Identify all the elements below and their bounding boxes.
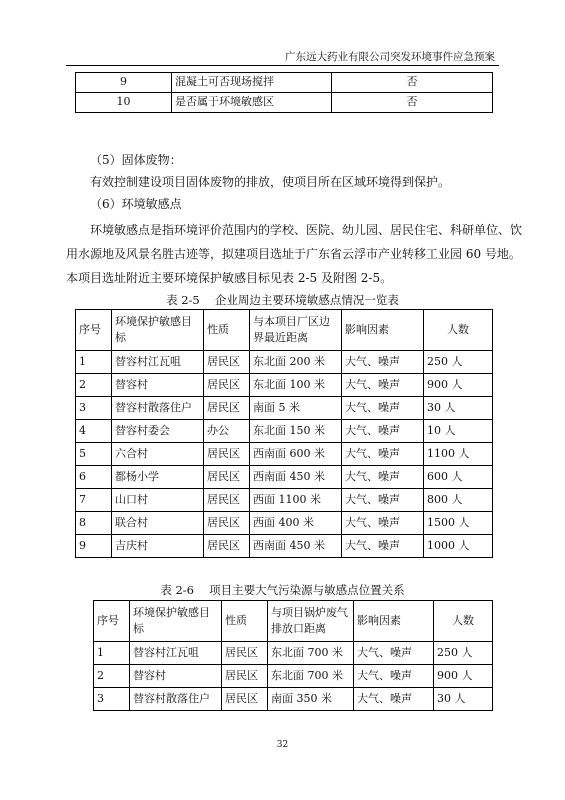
table-cell: 西面 400 米 [250,512,342,535]
table-cell: 西南面 600 米 [250,443,342,466]
table-row [76,512,493,535]
table-cell: 大气、噪声 [342,420,424,443]
table-row [94,665,493,688]
paragraph: 本项目选址附近主要环境保护敏感目标见表 2-5 及附图 2-5。 [66,271,393,285]
table-cell: 西南面 450 米 [250,535,342,558]
table-cell: 大气、噪声 [342,443,424,466]
table-row [76,443,493,466]
table-cell: 替容村 [112,374,204,397]
column-header: 影响因素 [342,310,424,351]
table-cell: 联合村 [112,512,204,535]
table-cell: 大气、噪声 [342,397,424,420]
table-cell: 4 [76,420,112,443]
paragraph: 有效控制建设项目固体废物的排放，使项目所在区域环境得到保护。 [90,175,451,189]
table-cell: 东北面 200 米 [250,351,342,374]
table-cell: 居民区 [222,665,268,688]
table-row [76,397,493,420]
table-row [76,374,493,397]
section-heading-solid-waste: （5）固体废物： [90,153,182,167]
table-cell: 替容村散落住户 [112,397,204,420]
table-cell: 办公 [204,420,250,443]
column-header: 影响因素 [354,601,434,642]
table-cell: 250 人 [434,642,493,665]
table-cell: 8 [76,512,112,535]
table-row [94,642,493,665]
table-row [76,535,493,558]
table-cell: 7 [76,489,112,512]
page-number: 32 [276,740,289,750]
table-cell: 6 [76,466,112,489]
table-cell: 大气、噪声 [342,512,424,535]
table-cell: 居民区 [204,489,250,512]
table-cell: 替容村江瓦咀 [130,642,222,665]
column-header: 人数 [434,601,493,642]
table-cell: 1100 人 [424,443,493,466]
table-cell: 替容村散落住户 [130,688,222,711]
table-cell: 1500 人 [424,512,493,535]
table-row [76,351,493,374]
table-cell: 否 [332,93,493,113]
table-cell: 东北面 700 米 [268,642,354,665]
page-header: 广东远大药业有限公司突发环境事件应急预案 [285,51,495,63]
column-header: 性质 [222,601,268,642]
table-cell: 900 人 [434,665,493,688]
table-cell: 居民区 [222,642,268,665]
table-row [76,93,493,113]
table-cell: 都杨小学 [112,466,204,489]
table-cell: 2 [94,665,130,688]
table-header-row [94,601,493,642]
table-cell: 替容村 [130,665,222,688]
column-header: 人数 [424,310,493,351]
table-cell: 否 [332,73,493,93]
table-cell: 混凝土可否现场搅拌 [172,73,332,93]
table-cell: 西面 1100 米 [250,489,342,512]
sensitive-points-table [75,309,493,558]
table-cell: 大气、噪声 [342,351,424,374]
table-cell: 六合村 [112,443,204,466]
table-cell: 9 [76,73,172,93]
table-cell: 250 人 [424,351,493,374]
table-cell: 居民区 [222,688,268,711]
table-row [76,466,493,489]
table-cell: 1000 人 [424,535,493,558]
table-cell: 600 人 [424,466,493,489]
table-cell: 大气、噪声 [342,374,424,397]
table-cell: 是否属于环境敏感区 [172,93,332,113]
table-cell: 900 人 [424,374,493,397]
table-cell: 东北面 700 米 [268,665,354,688]
column-header: 与项目锅炉废气排放口距离 [268,601,354,642]
table-cell: 3 [76,397,112,420]
table-cell: 居民区 [204,512,250,535]
table-cell: 1 [94,642,130,665]
table-cell: 2 [76,374,112,397]
table-cell: 山口村 [112,489,204,512]
table-cell: 大气、噪声 [354,665,434,688]
table-cell: 3 [94,688,130,711]
table-cell: 南面 5 米 [250,397,342,420]
paragraph: 环境敏感点是指环境评价范围内的学校、医院、幼儿园、居民住宅、科研单位、饮 [90,223,523,237]
table-cell: 大气、噪声 [342,489,424,512]
table-cell: 替容村委会 [112,420,204,443]
table-cell: 9 [76,535,112,558]
table-cell: 南面 350 米 [268,688,354,711]
column-header: 环境保护敏感目标 [130,601,222,642]
table-cell: 5 [76,443,112,466]
table-cell: 居民区 [204,397,250,420]
table-cell: 吉庆村 [112,535,204,558]
table-cell: 1 [76,351,112,374]
table-cell: 居民区 [204,466,250,489]
table-row [76,73,493,93]
table-cell: 居民区 [204,443,250,466]
table-caption: 表 2-6 项目主要大气污染源与敏感点位置关系 [160,583,405,597]
paragraph: 用水源地及风景名胜古迹等，拟建项目选址于广东省云浮市产业转移工业园 60 号地。 [66,247,521,261]
table-cell: 大气、噪声 [354,688,434,711]
table-cell: 居民区 [204,351,250,374]
column-header: 环境保护敏感目标 [112,310,204,351]
table-cell: 西南面 450 米 [250,466,342,489]
top-table [75,72,493,113]
table-cell: 大气、噪声 [342,466,424,489]
table-cell: 居民区 [204,374,250,397]
header-rule [66,65,499,66]
table-cell: 东北面 100 米 [250,374,342,397]
table-cell: 10 [76,93,172,113]
table-cell: 30 人 [424,397,493,420]
column-header: 序号 [76,310,112,351]
pollution-source-table [93,600,493,711]
table-cell: 10 人 [424,420,493,443]
column-header: 与本项目厂区边界最近距离 [250,310,342,351]
table-cell: 东北面 150 米 [250,420,342,443]
table-cell: 800 人 [424,489,493,512]
table-cell: 替容村江瓦咀 [112,351,204,374]
column-header: 序号 [94,601,130,642]
table-row [94,688,493,711]
section-heading-sensitive-points: （6）环境敏感点 [90,197,182,211]
table-header-row [76,310,493,351]
table-row [76,420,493,443]
table-cell: 居民区 [204,535,250,558]
table-cell: 大气、噪声 [342,535,424,558]
table-cell: 30 人 [434,688,493,711]
table-cell: 大气、噪声 [354,642,434,665]
table-row [76,489,493,512]
column-header: 性质 [204,310,250,351]
table-caption: 表 2-5 企业周边主要环境敏感点情况一览表 [166,293,399,307]
